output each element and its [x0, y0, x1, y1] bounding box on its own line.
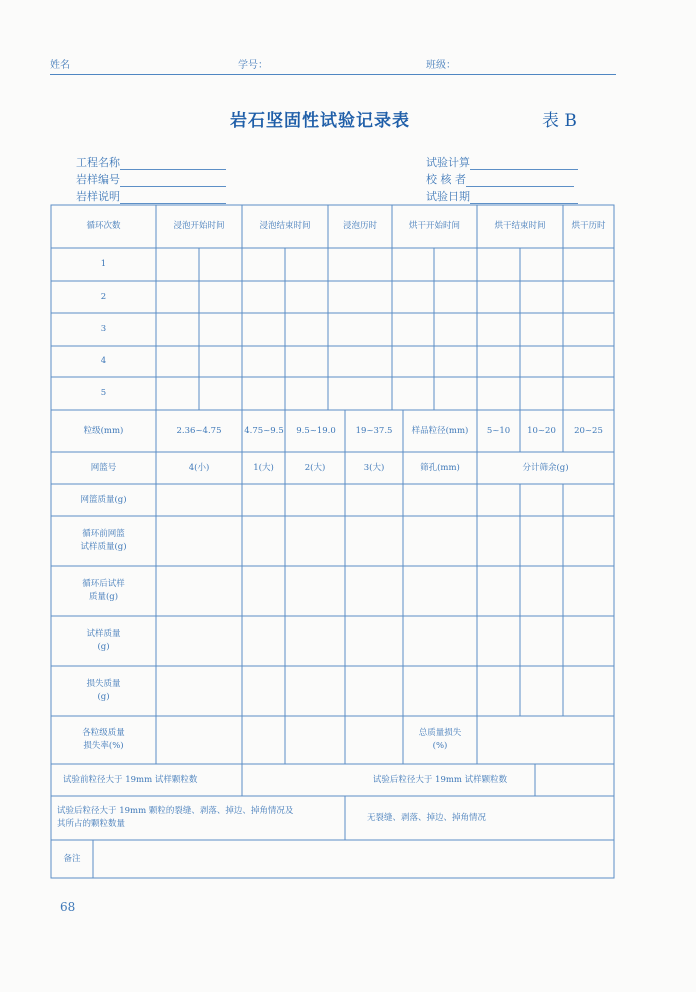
row-loss-mass-line2: (g)	[97, 692, 110, 702]
row-basket-mass: 网篮质量(g)	[80, 494, 127, 505]
sieve-label: 筛孔(mm)	[420, 462, 460, 473]
total-loss	[403, 716, 477, 764]
cycle-number: 3	[100, 324, 107, 334]
damage-label	[51, 796, 345, 840]
grain-size-4: 19~37.5	[355, 425, 393, 436]
header-dry-duration: 烘干历时	[571, 221, 606, 231]
row-pre-mass-line2: 试样质量(g)	[80, 542, 127, 552]
sample-size-2: 10~20	[527, 425, 556, 436]
row-pre-mass-line1: 循环前网篮	[82, 529, 125, 539]
row-loss-rate-line1: 各粒级质量	[82, 728, 125, 738]
header-dry-start: 烘干开始时间	[408, 221, 460, 231]
meta-label: 试验计算	[426, 156, 470, 169]
basket-1: 4(小)	[188, 462, 210, 473]
cycle-number: 4	[100, 356, 107, 366]
meta-label: 岩样编号	[76, 173, 120, 186]
row-sample-mass-line1: 试样质量	[86, 629, 121, 639]
grain-label: 粒级(mm)	[83, 425, 124, 436]
sample-size-1: 5~10	[486, 425, 511, 436]
row-post-mass-line1: 循环后试样	[82, 579, 125, 589]
row-loss-mass	[51, 666, 156, 716]
damage-label-line2: 其所占的颗粒数量	[57, 819, 126, 829]
row-loss-mass-line1: 损失质量	[86, 679, 121, 689]
basket-3: 2(大)	[304, 462, 326, 473]
name-label: 姓名	[50, 60, 70, 71]
meta-label: 工程名称	[76, 156, 120, 169]
table-id: 表 B	[542, 111, 577, 131]
meta-label: 试验日期	[426, 190, 470, 203]
row-loss-rate	[51, 716, 156, 764]
header-soak-start: 浸泡开始时间	[173, 221, 225, 231]
damage-value: 无裂缝、剥落、掉边、掉角情况	[367, 812, 487, 823]
sample-size-label: 样品粒径(mm)	[411, 425, 469, 436]
remarks-label: 备注	[63, 853, 81, 864]
grain-size-3: 9.5~19.0	[296, 425, 336, 436]
cycle-number: 1	[100, 259, 107, 269]
class-label: 班级：	[426, 60, 456, 71]
row-loss-rate-line2: 损失率(%)	[83, 741, 124, 751]
row-sample-mass-line2: (g)	[97, 642, 110, 652]
sample-size-3: 20~25	[574, 425, 603, 436]
row-post-mass	[51, 566, 156, 616]
header-cycle-count: 循环次数	[86, 221, 121, 231]
page-title: 岩石坚固性试验记录表	[230, 111, 410, 131]
residue-label: 分计筛余(g)	[522, 462, 569, 473]
total-loss-line1: 总质量损失	[418, 728, 462, 738]
basket-4: 3(大)	[363, 462, 385, 473]
row-post-mass-line2: 质量(g)	[88, 592, 119, 602]
after-count-label: 试验后粒径大于 19mm 试样颗粒数	[372, 774, 508, 785]
before-count-label: 试验前粒径大于 19mm 试样颗粒数	[63, 774, 198, 785]
row-sample-mass	[51, 616, 156, 666]
total-loss-line2: (%)	[432, 741, 448, 751]
basket-2: 1(大)	[253, 462, 274, 473]
page-number: 68	[60, 900, 76, 914]
grain-size-2: 4.75~9.5	[244, 425, 284, 436]
cycle-number: 5	[100, 388, 107, 398]
row-pre-mass	[51, 516, 156, 566]
header-soak-duration: 浸泡历时	[342, 221, 377, 231]
cycle-number: 2	[100, 291, 107, 302]
grain-size-1: 2.36~4.75	[176, 425, 222, 436]
basket-label: 网篮号	[90, 462, 117, 473]
header-dry-end: 烘干结束时间	[494, 221, 546, 231]
student-id-label: 学号：	[238, 60, 268, 71]
header-soak-end: 浸泡结束时间	[259, 221, 311, 231]
meta-label: 校 核 者	[426, 173, 466, 186]
meta-label: 岩样说明	[76, 190, 120, 203]
damage-label-line1: 试验后粒径大于 19mm 颗粒的裂缝、剥落、掉边、掉角情况及	[57, 806, 294, 816]
